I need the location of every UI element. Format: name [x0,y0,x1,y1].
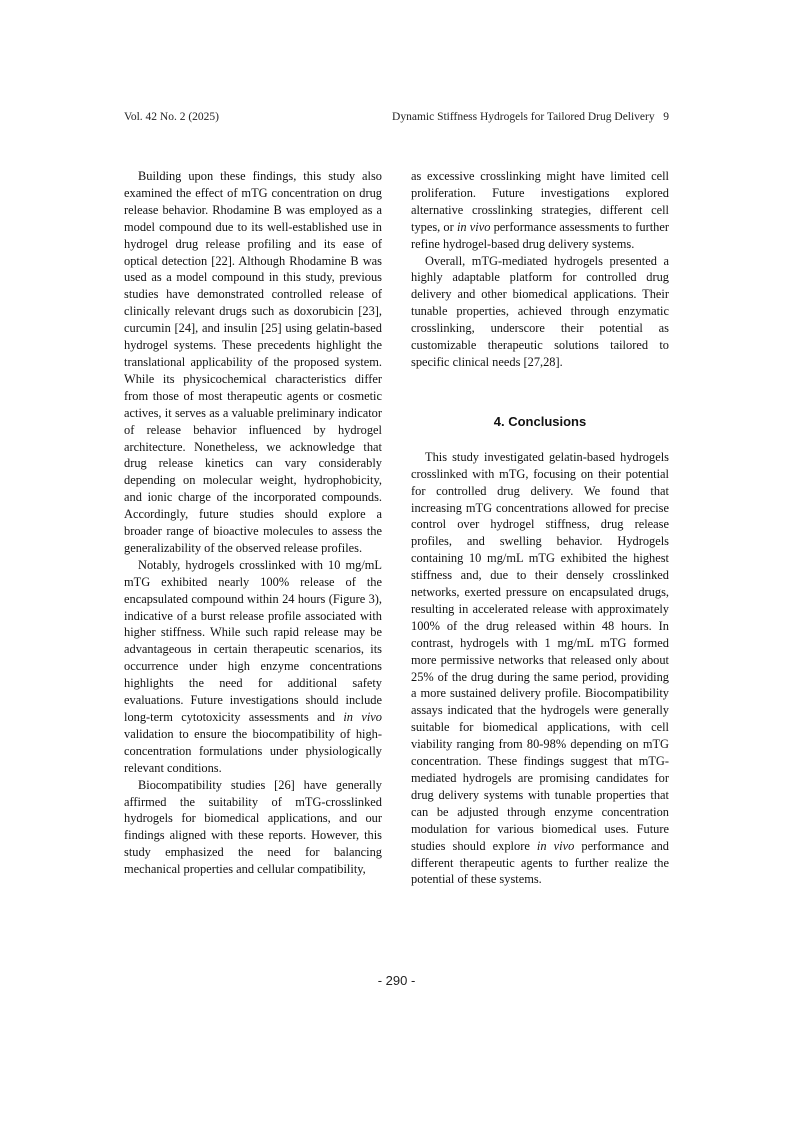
page-number: 9 [663,111,669,123]
right-column [411,168,669,888]
paragraph-burst-release [124,557,382,777]
paragraph-text: as excessive crosslinking might have limited cell proliferation. Future investigations explored alternative crosslinking strategies, different cell types, or [411,169,669,234]
journal-volume: Vol. 42 No. 2 (2025) [124,111,219,123]
paragraph-text: performance assessments to further refine hydrogel-based drug delivery systems. [411,219,669,251]
paragraph-model-compound: Building upon these findings, this study also examined the effect of mTG concentration on drug release behavior. Rhodamine B was employed as a model compound due to its well-established use in hydrogel drug release profiling and its ease of optical detection [22]. Although Rhodamine B was used as a model compound in this study, previous studies have demonstrated controlled release of clinically relevant drugs such as doxorubicin [23], curcumin [24], and insulin [25] using gelatin-based hydrogel systems. These precedents highlight the translational applicability of the proposed system. While its physicochemical characteristics differ from those of most therapeutic agents or cosmetic actives, it serves as a valuable preliminary indicator of release behavior influenced by hydrogel architecture. Nonetheless, we acknowledge that drug release kinetics can vary considerably depending on molecular weight, hydrophobicity, and ionic charge of the incorporated compounds. Accordingly, future studies should explore a broader range of bioactive molecules to assess the generalizability of the observed release profiles. [124,169,382,555]
footer-page-number: - 290 - [377,973,416,988]
paragraph-biocompatibility: Biocompatibility studies [26] have generally affirmed the suitability of mTG-crosslinked hydrogels for biomedical applications, and our findings aligned with these reports. However, this study emphasized the need for balancing mechanical properties and cellular compatibility, [124,777,382,877]
paragraph-text: validation to ensure the biocompatibility of high-concentration formulations under physiologically relevant conditions. [124,726,382,775]
italic-term: in vivo [536,838,575,853]
paragraph-text: performance and different therapeutic agents to further realize the potential of these systems. [411,838,670,887]
paragraph-continuation [411,168,669,253]
paragraph-text: This study investigated gelatin-based hydrogels crosslinked with mTG, focusing on their potential for controlled drug delivery. We found that increasing mTG concentrations allowed for precise control over hydrogel stiffness, drug release profiles, and swelling behavior. Hydrogels containing 10 mg/mL mTG exhibited the highest stiffness and, due to their densely crosslinked networks, exerted pressure on encapsulated drugs, resulting in accelerated release with approximately 100% of the drug released within 48 hours. In contrast, hydrogels with 1 mg/mL mTG formed more permissive networks that released only about 25% of the drug during the same period, providing a more sustained delivery profile. Biocompatibility assays indicated that the hydrogels were generally suitable for biomedical applications, with cell viability ranging from 80-98% depending on mTG concentration. These findings suggest that mTG-mediated hydrogels are promising candidates for drug delivery systems with tunable properties that can be adjusted through enzyme concentration modulation for various biomedical uses. Future studies should explore [411,449,669,853]
italic-term: in vivo [456,219,491,234]
paragraph-overall: Overall, mTG-mediated hydrogels presented a highly adaptable platform for controlled drug delivery and other biomedical applications. Their tunable properties, achieved through enzymatic crosslinking, underscore their potential as customizable therapeutic solutions tailored to specific clinical needs [27,28]. [411,253,669,369]
paragraph-conclusions [411,449,669,889]
running-title-block [392,111,669,123]
italic-term: in vivo [343,710,382,724]
page-footer [0,973,793,988]
paragraph-text: Notably, hydrogels crosslinked with 10 mg/mL mTG exhibited nearly 100% release of the encapsulated compound within 24 hours (Figure 3), indicative of a burst release profile associated with higher stiffness. While such rapid release may be advantageous in certain therapeutic scenarios, its occurrence under high enzyme concentrations highlights the need for additional safety evaluations. Future investigations should include long-term cytotoxicity assessments and [124,557,382,724]
section-heading-conclusions: 4. Conclusions [493,413,587,429]
page-header [124,111,669,127]
left-column [124,168,382,878]
running-title: Dynamic Stiffness Hydrogels for Tailored Drug Delivery [392,111,655,123]
